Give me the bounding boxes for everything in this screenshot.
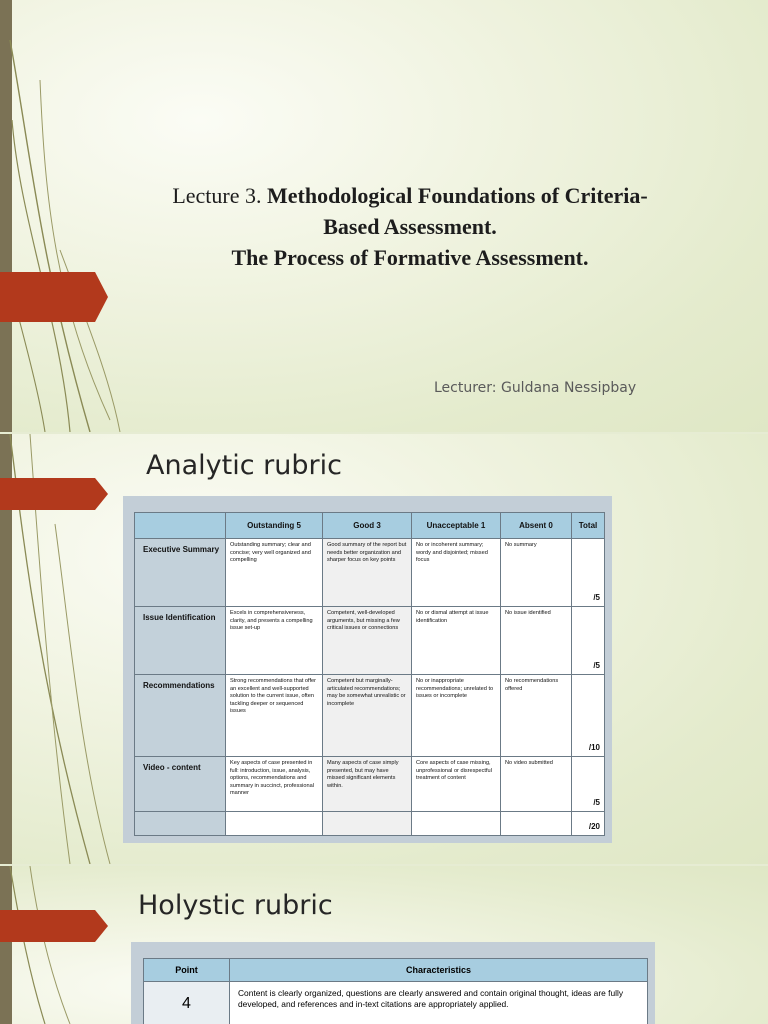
- header-cell: Good 3: [323, 513, 412, 539]
- absent-cell: No recommendations offered: [501, 675, 572, 757]
- header-cell: Characteristics: [230, 959, 648, 982]
- lecturer-name: Lecturer: Guldana Nessipbay: [434, 380, 637, 396]
- empty-cell: [226, 812, 323, 836]
- characteristics-cell: Content is clearly organized, questions are clearly answered and contain original thought, ideas are fully developed, and references and in-text citations are appropriately applied.: [230, 982, 648, 1024]
- accent-arrow: [0, 910, 108, 942]
- unacceptable-cell: Core aspects of case missing, unprofessional or disrespectful treatment of content: [412, 757, 501, 812]
- unacceptable-cell: No or incoherent summary; wordy and disjointed; missed focus: [412, 539, 501, 607]
- total-cell: /5: [572, 757, 605, 812]
- unacceptable-cell: No or inappropriate recommendations; unrelated to issues or incomplete: [412, 675, 501, 757]
- absent-cell: No summary: [501, 539, 572, 607]
- slide-holistic-rubric: [0, 866, 768, 1024]
- title-line-1: Methodological Foundations of Criteria-: [266, 183, 648, 208]
- title-line-3: The Process of Formative Assessment.: [231, 245, 589, 270]
- analytic-rubric-table: [134, 512, 605, 836]
- total-cell: /5: [572, 607, 605, 675]
- table-header-row: [144, 959, 648, 982]
- accent-arrow: [0, 478, 108, 510]
- criterion-cell: Recommendations: [135, 675, 226, 757]
- unacceptable-cell: No or dismal attempt at issue identification: [412, 607, 501, 675]
- outstanding-cell: Key aspects of case presented in full: introduction, issue, analysis, options, recommendations and summary in succinct, professional manner: [226, 757, 323, 812]
- header-cell: Unacceptable 1: [412, 513, 501, 539]
- slide-heading: Holystic rubric: [138, 890, 333, 921]
- title-line-2: Based Assessment.: [323, 214, 497, 239]
- point-cell: 4: [144, 982, 230, 1024]
- slide-title: [0, 0, 768, 432]
- criterion-cell: Issue Identification: [135, 607, 226, 675]
- outstanding-cell: Outstanding summary; clear and concise; very well organized and compelling: [226, 539, 323, 607]
- table-row: [135, 607, 605, 675]
- slide-heading: Analytic rubric: [146, 450, 342, 481]
- header-cell: Total: [572, 513, 605, 539]
- criterion-cell: Video - content: [135, 757, 226, 812]
- empty-cell: [323, 812, 412, 836]
- empty-cell: [412, 812, 501, 836]
- good-cell: Good summary of the report but needs better organization and sharper focus on key points: [323, 539, 412, 607]
- table-row: [144, 982, 648, 1024]
- header-cell: Absent 0: [501, 513, 572, 539]
- slide-title-text: [110, 180, 710, 273]
- outstanding-cell: Excels in comprehensiveness, clarity, and presents a compelling issue set-up: [226, 607, 323, 675]
- table-row: [135, 757, 605, 812]
- grand-total-cell: /20: [572, 812, 605, 836]
- table-total-row: [135, 812, 605, 836]
- total-cell: /5: [572, 539, 605, 607]
- accent-arrow: [0, 272, 108, 322]
- outstanding-cell: Strong recommendations that offer an excellent and well-supported solution to the current issue, often tackling deeper or sequenced issues: [226, 675, 323, 757]
- good-cell: Competent, well-developed arguments, but missing a few critical issues or connections: [323, 607, 412, 675]
- table-row: [135, 675, 605, 757]
- holistic-rubric-table: [143, 958, 648, 1024]
- empty-cell: [501, 812, 572, 836]
- good-cell: Competent but marginally-articulated recommendations; may be somewhat unrealistic or incomplete: [323, 675, 412, 757]
- absent-cell: No video submitted: [501, 757, 572, 812]
- slide-analytic-rubric: [0, 434, 768, 864]
- header-cell: Outstanding 5: [226, 513, 323, 539]
- header-cell: [135, 513, 226, 539]
- total-cell: /10: [572, 675, 605, 757]
- table-row: [135, 539, 605, 607]
- empty-cell: [135, 812, 226, 836]
- title-prefix: Lecture 3.: [172, 183, 267, 208]
- table-header-row: [135, 513, 605, 539]
- vine-decoration: [0, 866, 120, 1024]
- good-cell: Many aspects of case simply presented, but may have missed significant elements within.: [323, 757, 412, 812]
- absent-cell: No issue identified: [501, 607, 572, 675]
- header-cell: Point: [144, 959, 230, 982]
- criterion-cell: Executive Summary: [135, 539, 226, 607]
